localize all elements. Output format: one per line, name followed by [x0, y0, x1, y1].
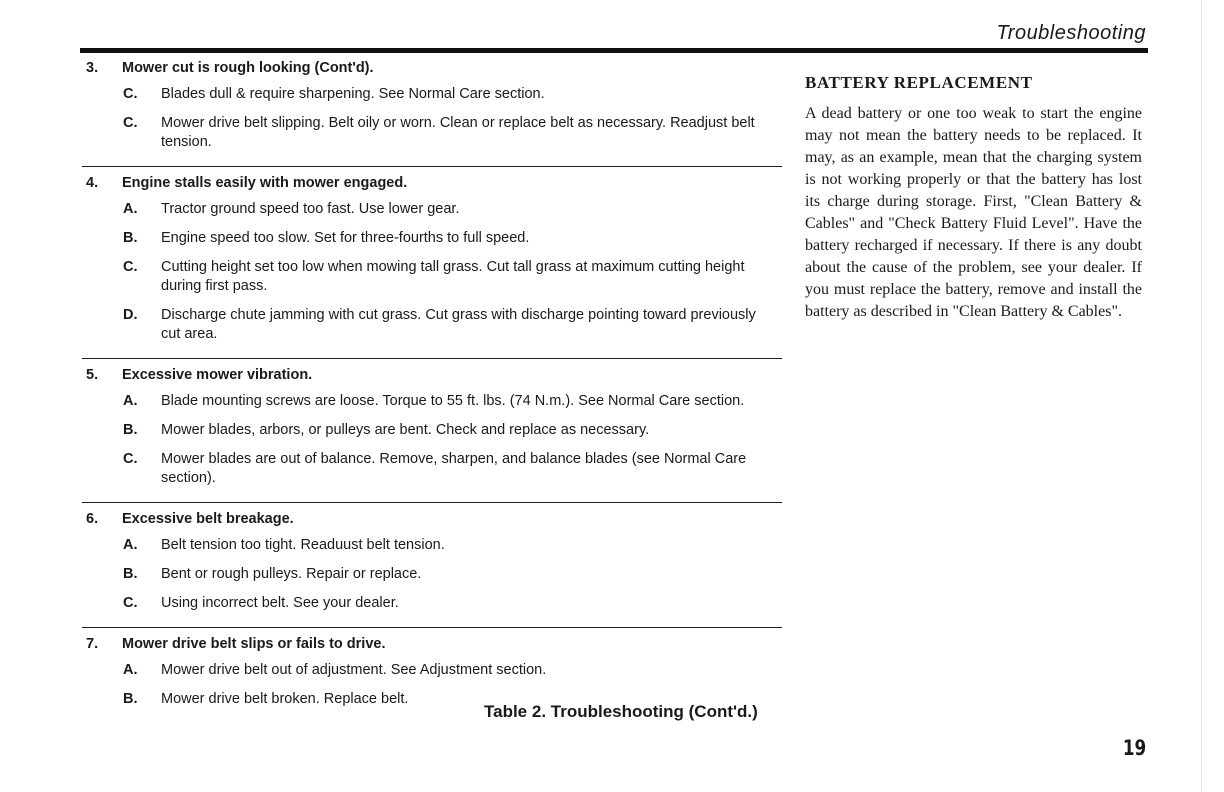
item-text: Discharge chute jamming with cut grass. Cut grass with discharge pointing toward previously cut area.: [161, 307, 756, 342]
section-number: 3.: [86, 60, 99, 76]
section-number: 5.: [86, 367, 99, 383]
section-title: Mower cut is rough looking (Cont'd).: [122, 60, 374, 76]
trouble-section: [82, 60, 782, 167]
item-text: Blade mounting screws are loose. Torque to 55 ft. lbs. (74 N.m.). See Normal Care section.: [161, 393, 745, 409]
section-title: Excessive belt breakage.: [122, 511, 294, 527]
item-letter: C.: [123, 595, 138, 611]
section-heading: [82, 60, 782, 76]
section-number: 4.: [86, 175, 99, 191]
trouble-item: [82, 565, 782, 584]
item-letter: A.: [123, 537, 138, 553]
trouble-item: [82, 258, 782, 296]
item-letter: B.: [123, 691, 138, 707]
battery-heading: BATTERY REPLACEMENT: [805, 73, 1033, 92]
item-letter: A.: [123, 201, 138, 217]
section-title: Engine stalls easily with mower engaged.: [122, 175, 408, 191]
section-title: Excessive mower vibration.: [122, 367, 313, 383]
trouble-item: [82, 85, 782, 104]
item-text: Mower blades are out of balance. Remove, sharpen, and balance blades (see Normal Care section).: [161, 451, 747, 486]
trouble-item: [82, 229, 782, 248]
item-text: Mower drive belt slipping. Belt oily or worn. Clean or replace belt as necessary. Readjust belt tension.: [161, 115, 755, 150]
item-text: Using incorrect belt. See your dealer.: [161, 595, 399, 611]
battery-body: A dead battery or one too weak to start the engine may not mean the battery needs to be replaced. It may, as an example, mean that the charging system is not working properly or that the battery has lost its charge during storage. First, "Clean Battery & Cables" and "Check Battery Fluid Level". Have the battery recharged if necessary. If there is any doubt about the cause of the problem, see your dealer. If you must replace the battery, remove and install the battery as described in "Clean Battery & Cables".: [805, 105, 1142, 320]
section-title: Mower drive belt slips or fails to drive.: [122, 636, 386, 652]
item-text: Bent or rough pulleys. Repair or replace.: [161, 566, 422, 582]
section-number: 7.: [86, 636, 99, 652]
page-edge: [1201, 0, 1202, 792]
trouble-section: [82, 367, 782, 503]
item-text: Tractor ground speed too fast. Use lower gear.: [161, 201, 460, 217]
item-letter: C.: [123, 451, 138, 467]
trouble-section: [82, 511, 782, 628]
trouble-item: [82, 306, 782, 344]
item-text: Cutting height set too low when mowing tall grass. Cut tall grass at maximum cutting height during first pass.: [161, 259, 745, 294]
trouble-item: [82, 594, 782, 613]
trouble-item: [82, 536, 782, 555]
item-letter: B.: [123, 422, 138, 438]
item-text: Mower blades, arbors, or pulleys are bent. Check and replace as necessary.: [161, 422, 650, 438]
trouble-item: [82, 114, 782, 152]
page-header-title: Troubleshooting: [996, 22, 1146, 44]
item-letter: C.: [123, 259, 138, 275]
header-rule: [80, 48, 1148, 53]
trouble-section: [82, 175, 782, 359]
battery-replacement-section: [805, 73, 1142, 323]
item-letter: C.: [123, 86, 138, 102]
section-number: 6.: [86, 511, 99, 527]
item-text: Belt tension too tight. Readuust belt tension.: [161, 537, 445, 553]
item-letter: A.: [123, 662, 138, 678]
item-letter: D.: [123, 307, 138, 323]
section-heading: [82, 636, 782, 652]
item-text: Blades dull & require sharpening. See Normal Care section.: [161, 86, 545, 102]
item-letter: B.: [123, 230, 138, 246]
item-letter: C.: [123, 115, 138, 131]
item-letter: B.: [123, 566, 138, 582]
item-text: Mower drive belt out of adjustment. See Adjustment section.: [161, 662, 547, 678]
item-text: Mower drive belt broken. Replace belt.: [161, 691, 409, 707]
section-heading: [82, 175, 782, 191]
item-text: Engine speed too slow. Set for three-fourths to full speed.: [161, 230, 530, 246]
table-caption: Table 2. Troubleshooting (Cont'd.): [484, 702, 758, 721]
trouble-item: [82, 200, 782, 219]
troubleshooting-table: [82, 60, 782, 731]
section-heading: [82, 511, 782, 527]
section-heading: [82, 367, 782, 383]
item-letter: A.: [123, 393, 138, 409]
trouble-item: [82, 392, 782, 411]
trouble-item: [82, 661, 782, 680]
trouble-item: [82, 450, 782, 488]
page-number: 19: [1122, 736, 1146, 760]
trouble-item: [82, 421, 782, 440]
